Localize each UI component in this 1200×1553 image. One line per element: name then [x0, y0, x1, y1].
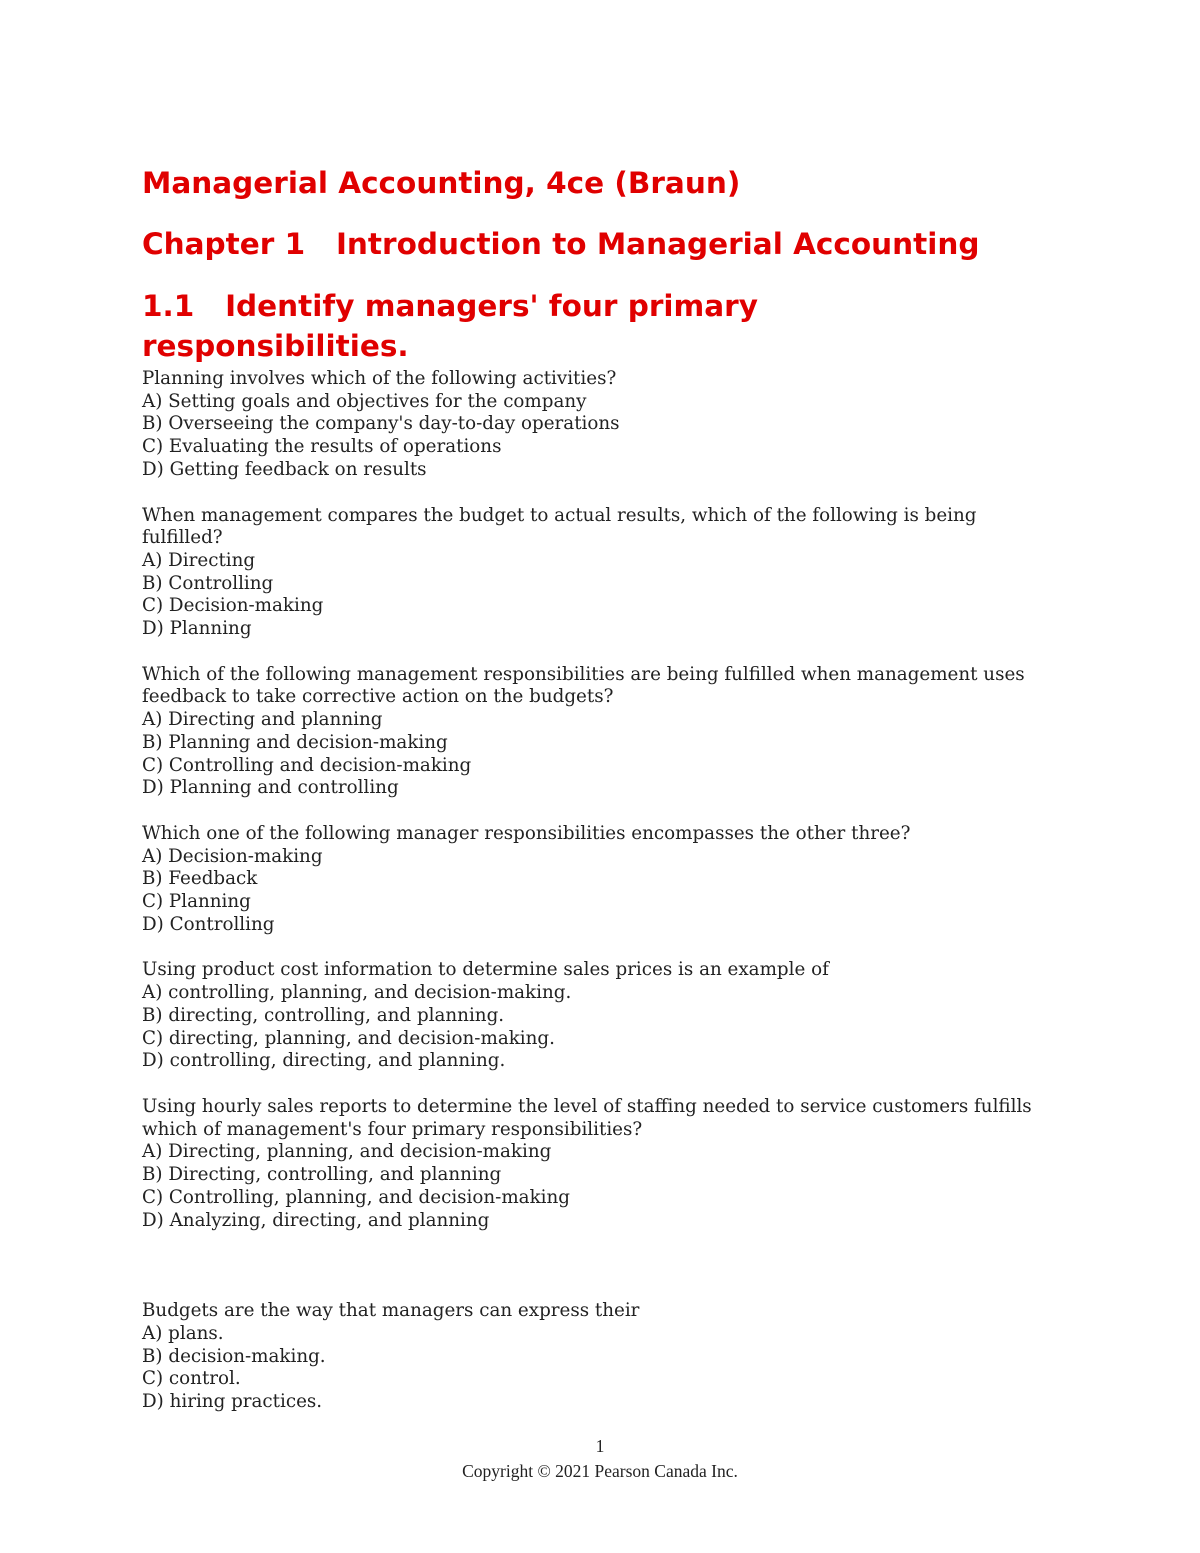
- question-stem: Using hourly sales reports to determine the level of staffing needed to service customers fulfills which of management's four primary responsibilities?: [142, 1095, 1032, 1140]
- question-1: [142, 368, 1062, 482]
- question-3: [142, 664, 1062, 800]
- answer-option-a: A) Directing: [142, 549, 256, 571]
- question-7: [142, 1300, 1062, 1414]
- answer-option-d: D) controlling, directing, and planning.: [142, 1050, 506, 1072]
- objective-heading: 1.1 Identify managers' four primary responsibilities.: [142, 289, 769, 363]
- answer-option-a: A) Directing and planning: [142, 709, 383, 731]
- page-content: [142, 163, 1062, 1414]
- question-stem: Budgets are the way that managers can express their: [142, 1300, 640, 1322]
- question-stem: Which of the following management responsibilities are being fulfilled when management uses feedback to take corrective action on the budgets?: [142, 663, 1025, 708]
- copyright-notice: Copyright © 2021 Pearson Canada Inc.: [462, 1461, 738, 1481]
- answer-option-a: A) controlling, planning, and decision-making.: [142, 982, 572, 1004]
- answer-option-b: B) Feedback: [142, 868, 258, 890]
- answer-option-c: C) directing, planning, and decision-making.: [142, 1027, 555, 1049]
- question-stem: Planning involves which of the following activities?: [142, 368, 617, 389]
- answer-option-a: A) plans.: [142, 1322, 224, 1344]
- answer-option-c: C) Planning: [142, 891, 251, 913]
- question-5: [142, 959, 1062, 1073]
- page-number: 1: [595, 1436, 605, 1456]
- answer-option-b: B) directing, controlling, and planning.: [142, 1004, 505, 1026]
- answer-option-c: C) Decision-making: [142, 595, 324, 617]
- answer-option-b: B) Planning and decision-making: [142, 731, 448, 753]
- answer-option-c: C) control.: [142, 1368, 241, 1390]
- answer-option-b: B) Directing, controlling, and planning: [142, 1164, 502, 1186]
- answer-option-d: D) Analyzing, directing, and planning: [142, 1209, 490, 1231]
- answer-option-d: D) hiring practices.: [142, 1391, 323, 1413]
- book-title: Managerial Accounting, 4ce (Braun): [142, 166, 741, 200]
- question-6: [142, 1096, 1062, 1232]
- question-2: [142, 505, 1062, 641]
- answer-option-d: D) Controlling: [142, 913, 275, 935]
- answer-option-b: B) Overseeing the company's day-to-day operations: [142, 413, 620, 435]
- answer-option-c: C) Controlling and decision-making: [142, 754, 472, 776]
- question-stem: Which one of the following manager responsibilities encompasses the other three?: [142, 822, 911, 844]
- question-4: [142, 823, 1062, 937]
- answer-option-c: C) Evaluating the results of operations: [142, 436, 502, 458]
- answer-option-a: A) Directing, planning, and decision-making: [142, 1141, 552, 1163]
- answer-option-d: D) Getting feedback on results: [142, 458, 427, 480]
- answer-option-a: A) Setting goals and objectives for the company: [142, 390, 587, 412]
- chapter-heading: Chapter 1 Introduction to Managerial Accounting: [142, 227, 980, 261]
- answer-option-d: D) Planning and controlling: [142, 777, 399, 799]
- question-stem: Using product cost information to determine sales prices is an example of: [142, 959, 829, 981]
- question-stem: When management compares the budget to actual results, which of the following is being fulfilled?: [142, 504, 977, 549]
- answer-option-d: D) Planning: [142, 618, 252, 640]
- answer-option-b: B) decision-making.: [142, 1345, 326, 1367]
- answer-option-c: C) Controlling, planning, and decision-making: [142, 1186, 570, 1208]
- answer-option-b: B) Controlling: [142, 572, 274, 594]
- answer-option-a: A) Decision-making: [142, 845, 323, 867]
